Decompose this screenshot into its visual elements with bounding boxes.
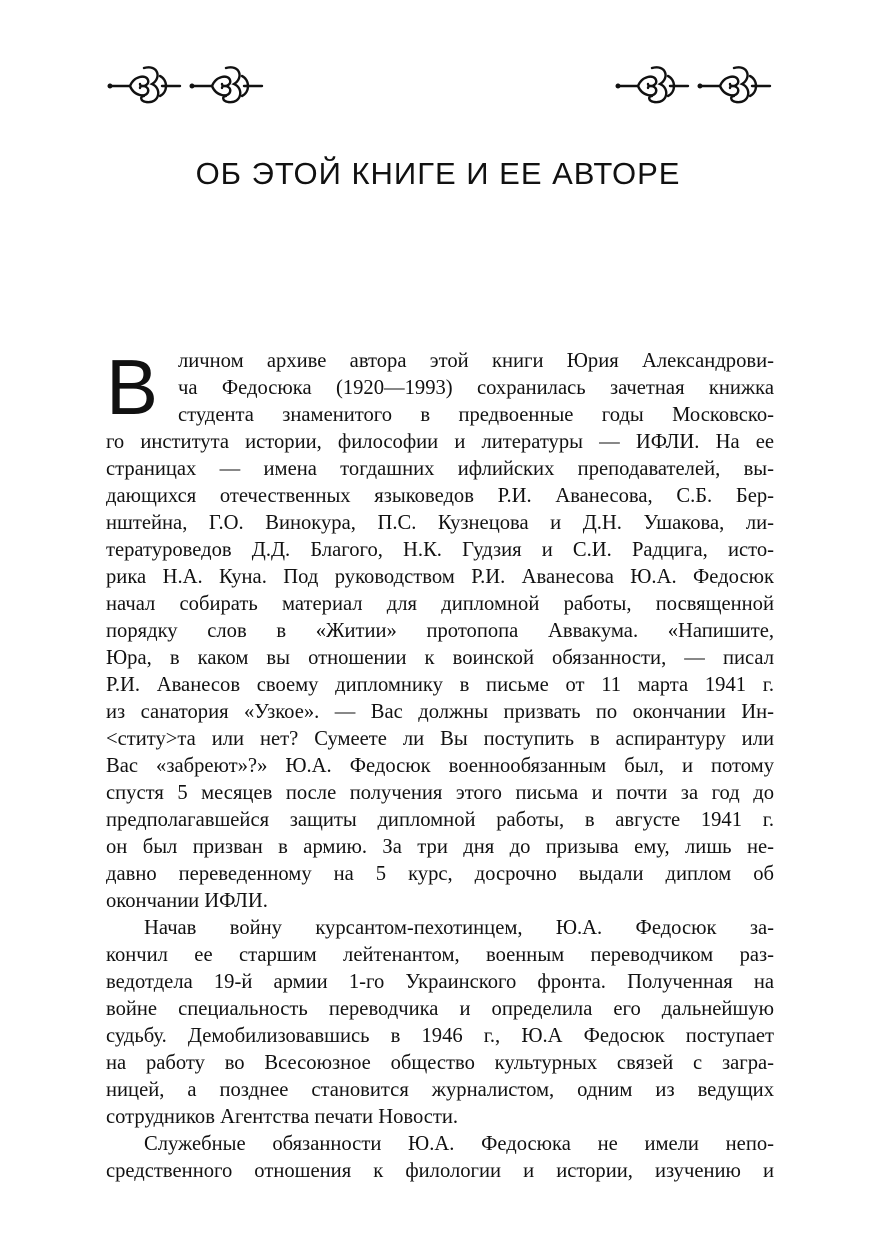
text-line: ницей, а позднее становится журналистом, одним из ведущих xyxy=(106,1079,774,1101)
text-line: кончил ее старшим лейтенантом, военным переводчиком раз- xyxy=(106,944,774,966)
text-line: предполагавшейся защиты дипломной работы, в августе 1941 г. xyxy=(106,809,774,831)
text-line: <ститу>та или нет? Сумеете ли Вы поступить в аспирантуру или xyxy=(106,728,774,750)
text-line: нштейна, Г.О. Винокура, П.С. Кузнецова и Д.Н. Ушакова, ли- xyxy=(106,512,774,534)
text-line: начал собирать материал для дипломной работы, посвященной xyxy=(106,593,774,615)
text-line: ча Федосюка (1920—1993) сохранилась зачетная книжка xyxy=(178,377,774,399)
text-line: давно переведенному на 5 курс, досрочно выдали диплом об xyxy=(106,863,774,885)
text-line: он был призван в армию. За три дня до призыва ему, лишь не- xyxy=(106,836,774,858)
text-line: го института истории, философии и литературы — ИФЛИ. На ее xyxy=(106,431,774,453)
text-line: на работу во Всесоюзное общество культурных связей с загра- xyxy=(106,1052,774,1074)
text-line: порядку слов в «Житии» протопопа Аввакума. «Напишите, xyxy=(106,620,774,642)
scroll-ornament-icon xyxy=(104,58,268,114)
text-line: войне специальность переводчика и определила его дальнейшую xyxy=(106,998,774,1020)
text-line: средственного отношения к филологии и истории, изучению и xyxy=(106,1160,774,1182)
text-line: Р.И. Аванесов своему дипломнику в письме от 11 марта 1941 г. xyxy=(106,674,774,696)
text-line: Юра, в каком вы отношении к воинской обязанности, — писал xyxy=(106,647,774,669)
text-line: из санатория «Узкое». — Вас должны призвать по окончании Ин- xyxy=(106,701,774,723)
text-line: рика Н.А. Куна. Под руководством Р.И. Аванесова Ю.А. Федосюк xyxy=(106,566,774,588)
text-line: Вас «забреют»?» Ю.А. Федосюк военнообязанным был, и потому xyxy=(106,755,774,777)
scroll-ornament-icon xyxy=(612,58,776,114)
text-line: дающихся отечественных языковедов Р.И. Аванесова, С.Б. Бер- xyxy=(106,485,774,507)
ornament-left xyxy=(104,58,268,114)
text-line: окончании ИФЛИ. xyxy=(106,890,268,912)
text-line: студента знаменитого в предвоенные годы Московско- xyxy=(178,404,774,426)
text-line: личном архиве автора этой книги Юрия Александрови- xyxy=(178,350,774,372)
body-text xyxy=(106,343,774,1185)
page-title: ОБ ЭТОЙ КНИГЕ И ЕЕ АВТОРЕ xyxy=(195,156,681,191)
text-line: тературоведов Д.Д. Благого, Н.К. Гудзия и С.И. Радцига, исто- xyxy=(106,539,774,561)
text-line: спустя 5 месяцев после получения этого письма и почти за год до xyxy=(106,782,774,804)
text-line: Начав войну курсантом-пехотинцем, Ю.А. Федосюк за- xyxy=(144,917,774,939)
text-line: Служебные обязанности Ю.А. Федосюка не имели непо- xyxy=(144,1133,774,1155)
drop-cap: В xyxy=(106,343,159,431)
text-line: страницах — имена тогдашних ифлийских преподавателей, вы- xyxy=(106,458,774,480)
text-line: судьбу. Демобилизовавшись в 1946 г., Ю.А Федосюк поступает xyxy=(106,1025,774,1047)
ornament-right xyxy=(612,58,776,114)
text-line: ведотдела 19-й армии 1-го Украинского фронта. Полученная на xyxy=(106,971,774,993)
text-line: сотрудников Агентства печати Новости. xyxy=(106,1106,459,1128)
